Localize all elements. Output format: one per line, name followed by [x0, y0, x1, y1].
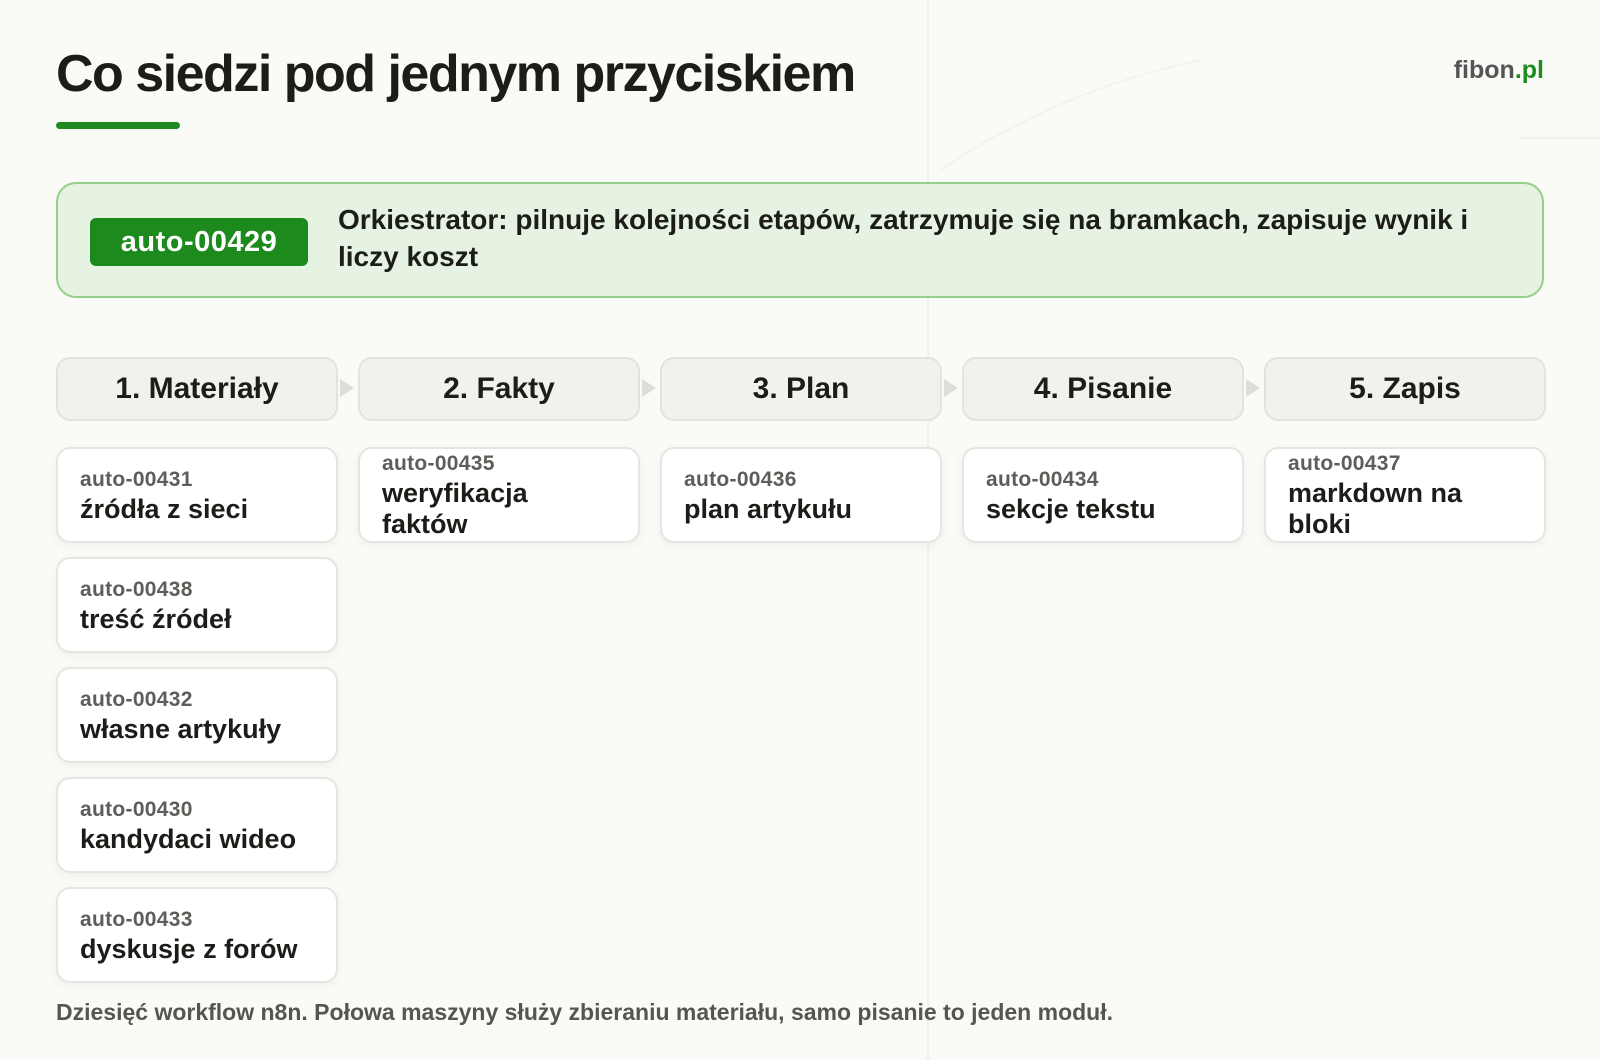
- stage-3-header: 3. Plan: [660, 357, 942, 421]
- module-label: źródła z sieci: [80, 493, 249, 524]
- module-card: [1264, 447, 1546, 543]
- title-underline: [56, 122, 180, 129]
- brand-name: fibon: [1453, 56, 1515, 84]
- module-label: dyskusje z forów: [80, 933, 298, 964]
- module-label: kandydaci wideo: [80, 823, 297, 854]
- stage-row: [56, 357, 1544, 421]
- module-id: auto-00438: [80, 577, 193, 601]
- module-id: auto-00434: [986, 467, 1099, 491]
- module-id: auto-00437: [1288, 452, 1401, 475]
- module-id: auto-00430: [80, 797, 193, 821]
- module-card: [56, 447, 338, 543]
- module-id: auto-00435: [382, 452, 495, 475]
- brand-logo: [1454, 56, 1544, 85]
- module-label: treść źródeł: [80, 603, 232, 634]
- module-id: auto-00433: [80, 907, 193, 931]
- module-card: [56, 777, 338, 873]
- stage-arrow-icon: [944, 379, 958, 397]
- stage-arrow-icon: [1246, 379, 1260, 397]
- stage-4-header: 4. Pisanie: [962, 357, 1244, 421]
- stage-5-header: 5. Zapis: [1264, 357, 1546, 421]
- brand-tld: .pl: [1514, 56, 1544, 84]
- orchestrator-id-badge: auto-00429: [90, 218, 308, 266]
- module-id: auto-00436: [684, 467, 797, 491]
- page-title: Co siedzi pod jednym przyciskiem: [56, 45, 855, 103]
- module-card: [56, 667, 338, 763]
- module-card: [962, 447, 1244, 543]
- module-id: auto-00431: [80, 467, 193, 491]
- stage-arrow-icon: [642, 379, 656, 397]
- module-label: plan artykułu: [684, 493, 853, 524]
- module-card: [56, 887, 338, 983]
- stage-arrow-icon: [340, 379, 354, 397]
- module-label: weryfikacja faktów: [382, 478, 528, 539]
- module-card: [56, 557, 338, 653]
- module-id: auto-00432: [80, 687, 193, 711]
- module-card: [358, 447, 640, 543]
- stage-1-header: 1. Materiały: [56, 357, 338, 421]
- orchestrator-banner: [56, 182, 1544, 298]
- footer-caption: Dziesięć workflow n8n. Połowa maszyny służy zbieraniu materiału, samo pisanie to jeden moduł.: [56, 999, 1114, 1025]
- module-card: [660, 447, 942, 543]
- module-label: własne artykuły: [80, 713, 282, 744]
- module-label: sekcje tekstu: [986, 493, 1156, 524]
- module-label: markdown na bloki: [1288, 478, 1463, 539]
- stage-2-header: 2. Fakty: [358, 357, 640, 421]
- orchestrator-description: Orkiestrator: pilnuje kolejności etapów, zatrzymuje się na bramkach, zapisuje wynik i liczy koszt: [338, 204, 1469, 272]
